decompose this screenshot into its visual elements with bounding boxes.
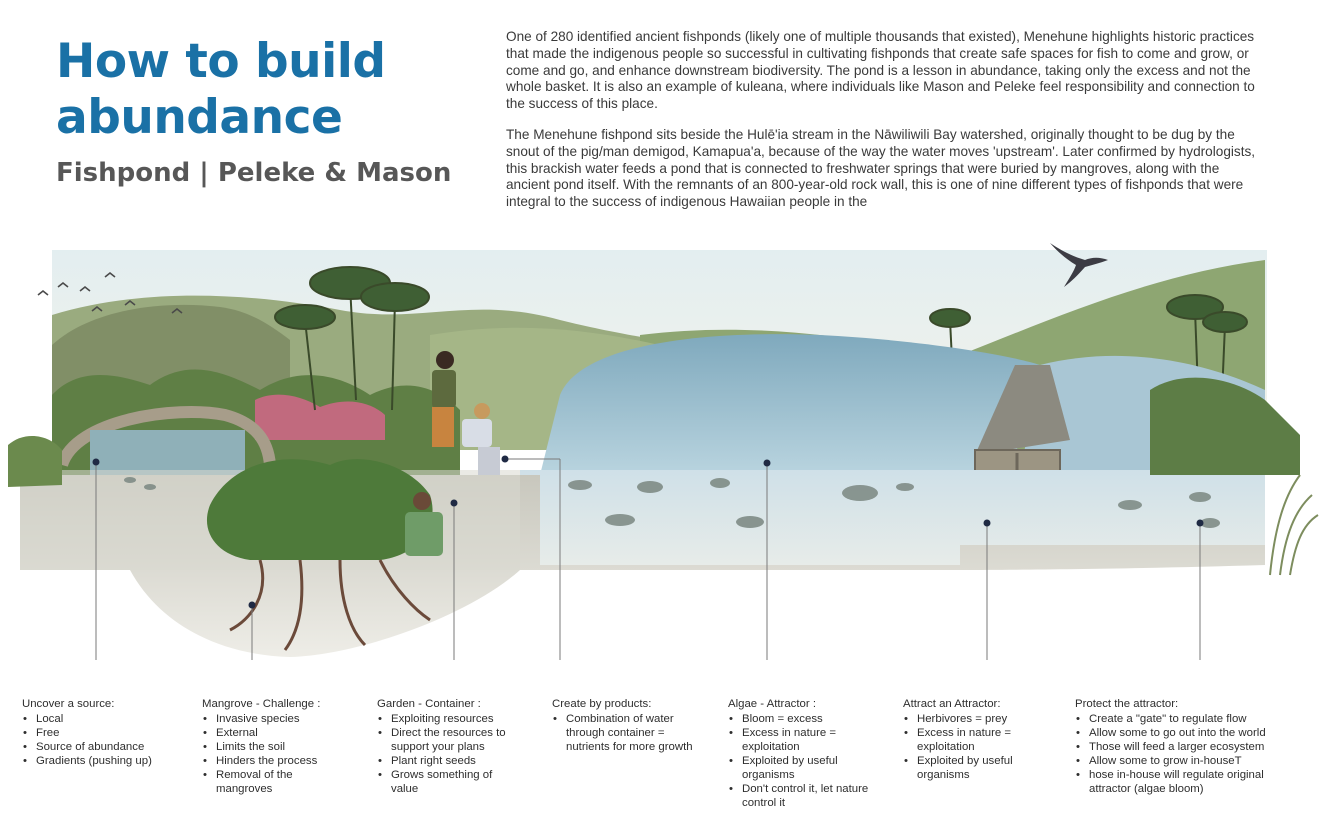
annotation-item: • Allow some to go out into the world [1075, 726, 1310, 740]
annotation-item: • Excess in nature = exploitation [728, 726, 870, 754]
annotation-heading: Mangrove - Challenge : [202, 698, 321, 710]
annotation-item: • Limits the soil [202, 740, 367, 754]
page-subtitle: Fishpond | Peleke & Mason [56, 158, 452, 188]
sea-grass [1270, 475, 1318, 575]
annotation-heading: Garden - Container : [377, 698, 481, 710]
annotation-list [22, 712, 192, 768]
intro-paragraph-2: The Menehune fishpond sits beside the Hulē'ia stream in the Nāwiliwili Bay watershed, originally thought to be dug by the snout of the pig/man demigod, Kamapua'a, because of the way the water moves 'upstream'. Later confirmed by hydrologists, this brackish water feeds a pond that is connected to freshwater springs that were buried by mangroves, along with the ancient pond itself. With the remnants of an 800-year-old rock wall, this is one of nine different types of fishponds that were integral to the success of indigenous Hawaiian people in the [506, 126, 1256, 210]
annotation-item: • Gradients (pushing up) [22, 754, 192, 768]
annotation-item: • Plant right seeds [377, 754, 537, 768]
marker-dot [249, 602, 256, 609]
small-pond [90, 430, 245, 475]
annotation-attract-attractor [903, 697, 1053, 782]
annotation-item: • Exploited by useful organisms [728, 754, 870, 782]
annotation-list [728, 712, 878, 810]
marker-dot [93, 459, 100, 466]
annotation-item: • External [202, 726, 367, 740]
annotation-item: • Create a "gate" to regulate flow [1075, 712, 1310, 726]
annotation-item: • Allow some to grow in-houseT [1075, 754, 1310, 768]
annotation-item: • Excess in nature = exploitation [903, 726, 1045, 754]
annotation-list [552, 712, 702, 754]
annotation-item: • Don't control it, let nature control it [728, 782, 870, 810]
marker-dot [451, 500, 458, 507]
fishpond-illustration-svg [0, 225, 1328, 660]
annotation-heading: Uncover a source: [22, 698, 115, 710]
annotation-item: • Direct the resources to support your plans [377, 726, 537, 754]
marker-dot [502, 456, 509, 463]
annotation-item: • Combination of water through container = nutrients for more growth [552, 712, 702, 754]
bushes-left [8, 436, 62, 487]
annotation-item: • Invasive species [202, 712, 367, 726]
marker-dot [1197, 520, 1204, 527]
page-title: How to build abundance [56, 34, 386, 145]
annotation-heading: Attract an Attractor: [903, 698, 1001, 710]
intro-paragraph-1: One of 280 identified ancient fishponds (likely one of multiple thousands that existed), Menehune highlights historic practices that made the indigenous people so successful in cultivating fishponds that create safe spaces for fish to come and grow, or come and go, and enhance downstream biodiversity. The pond is a lesson in abundance, taking only the excess and not the whole basket. It is also an example of kuleana, where individuals like Mason and Peleke feel responsibility and connection to the success of this place. [506, 29, 1255, 112]
marker-dot [764, 460, 771, 467]
fishpond-illustration [0, 225, 1328, 660]
annotation-heading: Protect the attractor: [1075, 698, 1179, 710]
annotation-heading: Create by products: [552, 698, 652, 710]
annotation-algae-attractor [728, 697, 878, 810]
marker-dot [984, 520, 991, 527]
bushes-right [1150, 378, 1300, 475]
annotation-item: • Grows something of value [377, 768, 519, 796]
annotation-item: • Herbivores = prey [903, 712, 1053, 726]
mangrove [207, 459, 433, 560]
annotation-item: • hose in-house will regulate original attractor (algae bloom) [1075, 768, 1304, 796]
annotation-item: • Exploiting resources [377, 712, 537, 726]
annotation-list [377, 712, 537, 796]
annotation-heading: Algae - Attractor : [728, 698, 816, 710]
annotation-list [1075, 712, 1310, 796]
annotation-garden-container [377, 697, 537, 796]
annotation-list [903, 712, 1053, 782]
annotation-create-byproducts [552, 697, 702, 754]
annotation-item: • Bloom = excess [728, 712, 878, 726]
fishpond [540, 334, 1040, 475]
annotation-item: • Those will feed a larger ecosystem [1075, 740, 1310, 754]
annotation-uncover-source [22, 697, 192, 768]
annotation-protect-attractor [1075, 697, 1310, 796]
annotation-item: • Free [22, 726, 192, 740]
annotation-list [202, 712, 367, 796]
intro-text [506, 29, 1266, 224]
annotation-item: • Removal of the mangroves [202, 768, 326, 796]
annotation-mangrove-challenge [202, 697, 367, 796]
annotation-item: • Hinders the process [202, 754, 367, 768]
annotation-item: • Source of abundance [22, 740, 192, 754]
annotation-item: • Exploited by useful organisms [903, 754, 1045, 782]
annotation-item: • Local [22, 712, 192, 726]
